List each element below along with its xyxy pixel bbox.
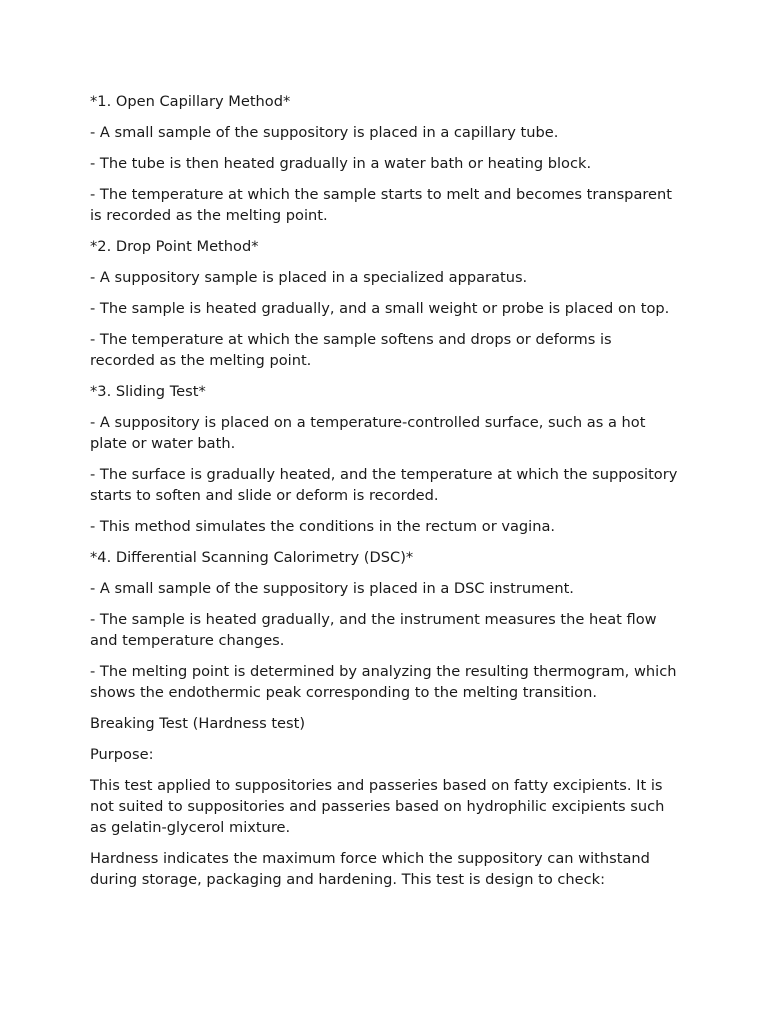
paragraph: - A small sample of the suppository is placed in a DSC instrument. [90, 580, 574, 597]
paragraph: Hardness indicates the maximum force which the suppository can withstand during storage, packaging and hardening. This test is design to check: [90, 850, 650, 888]
heading-open-capillary-method: *1. Open Capillary Method* [90, 93, 291, 110]
paragraph: - The sample is heated gradually, and the instrument measures the heat flow and temperature changes. [90, 611, 657, 649]
document-page [90, 91, 680, 900]
label-purpose: Purpose: [90, 746, 154, 763]
paragraph: - The tube is then heated gradually in a water bath or heating block. [90, 155, 592, 172]
paragraph: - The surface is gradually heated, and the temperature at which the suppository starts to soften and slide or deform is recorded. [90, 466, 678, 504]
paragraph: - A small sample of the suppository is placed in a capillary tube. [90, 124, 559, 141]
paragraph: - This method simulates the conditions in the rectum or vagina. [90, 518, 556, 535]
heading-breaking-test: Breaking Test (Hardness test) [90, 715, 306, 732]
paragraph: - The temperature at which the sample starts to melt and becomes transparent is recorded as the melting point. [90, 186, 673, 224]
paragraph: This test applied to suppositories and passeries based on fatty excipients. It is not suited to suppositories and passeries based on hydrophilic excipients such as gelatin-glycerol mixture. [90, 777, 665, 836]
heading-drop-point-method: *2. Drop Point Method* [90, 238, 259, 255]
paragraph: - A suppository is placed on a temperature-controlled surface, such as a hot plate or water bath. [90, 414, 646, 452]
heading-sliding-test: *3. Sliding Test* [90, 383, 206, 400]
heading-dsc: *4. Differential Scanning Calorimetry (DSC)* [90, 549, 414, 566]
paragraph: - The temperature at which the sample softens and drops or deforms is recorded as the melting point. [90, 331, 612, 369]
paragraph: - The melting point is determined by analyzing the resulting thermogram, which shows the endothermic peak corresponding to the melting transition. [90, 663, 677, 701]
paragraph: - A suppository sample is placed in a specialized apparatus. [90, 269, 528, 286]
paragraph: - The sample is heated gradually, and a small weight or probe is placed on top. [90, 300, 670, 317]
